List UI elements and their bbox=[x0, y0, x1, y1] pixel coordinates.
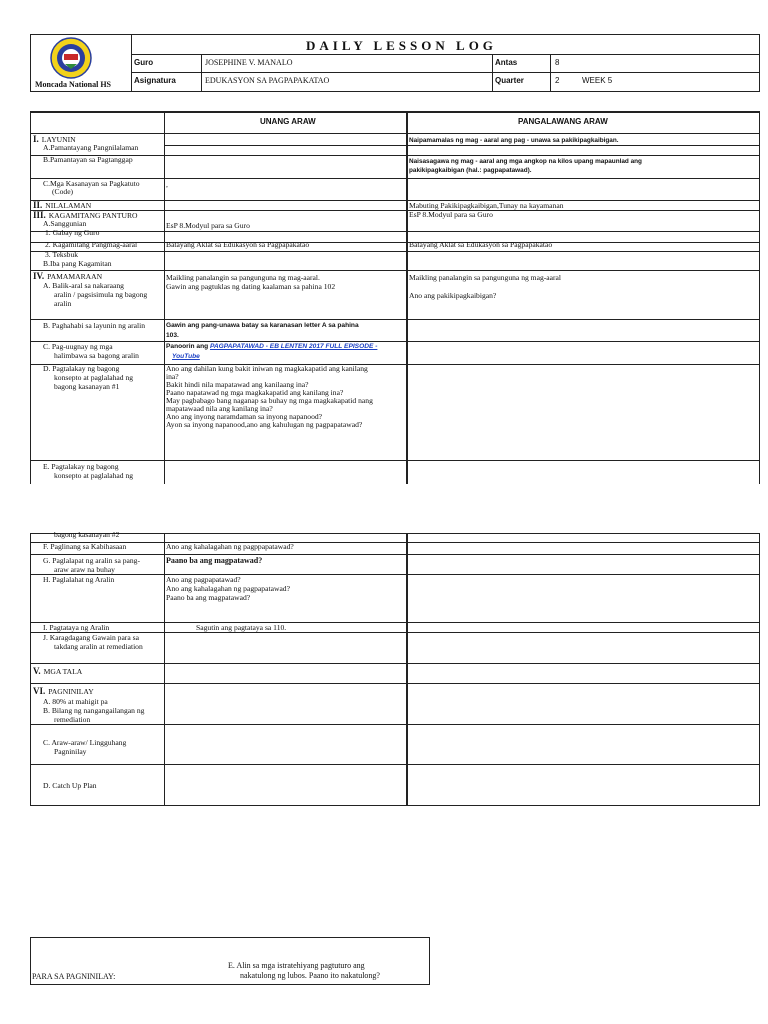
cell-text: EsP 8.Modyul para sa Guro bbox=[166, 221, 250, 230]
discussion-question: Ano ang inyong naramdaman sa inyong napanood? bbox=[166, 412, 323, 421]
section-layunin: I. LAYUNIN bbox=[33, 134, 76, 144]
row-label: konsepto at paglalahad ng bbox=[54, 373, 134, 382]
cell-text: Ano ang kahalagahan ng pagppapatawad? bbox=[166, 542, 294, 551]
school-name: Moncada National HS bbox=[35, 80, 112, 89]
quarter-label: Quarter bbox=[495, 76, 524, 85]
cell-text: Ano ang pakikipagkaibigan? bbox=[409, 291, 497, 300]
cell-text: EsP 8.Modyul para sa Guro bbox=[409, 210, 493, 219]
cell-text: , bbox=[166, 180, 168, 189]
section-tala: V. MGA TALA bbox=[33, 666, 83, 676]
cell-text: Maikling panalangin sa pangunguna ng mag-aaral. bbox=[166, 273, 320, 282]
footer-question-2: nakatulong ng lubos. Paano ito nakatulong? bbox=[240, 971, 380, 980]
discussion-question: ina? bbox=[166, 372, 179, 381]
section-nilalaman: II. NILALAMAN bbox=[33, 200, 92, 210]
row-label: F. Paglinang sa Kabihasaan bbox=[43, 542, 127, 551]
row-label: D. Pagtalakay ng bagong bbox=[43, 364, 120, 373]
row-label: (Code) bbox=[52, 187, 74, 196]
discussion-question: May pagbabago bang naganap sa buhay ng mga magkakapatid nang bbox=[166, 396, 373, 405]
row-label: konsepto at paglalahad ng bbox=[54, 471, 134, 480]
row-label: E. Pagtalakay ng bagong bbox=[43, 462, 119, 471]
row-label: A.Pamantayang Pangnilalaman bbox=[43, 143, 139, 152]
antas-label: Antas bbox=[495, 58, 518, 67]
row-label: halimbawa sa bagong aralin bbox=[54, 351, 139, 360]
row-label: C. Araw-araw/ Lingguhang bbox=[43, 738, 127, 747]
cell-text: Batayang Aklat sa Edukasyon sa Pagpapakatao bbox=[166, 240, 310, 249]
row-label: bagong kasanayan #1 bbox=[54, 382, 120, 391]
row-label: aralin / pagsisimula ng bagong bbox=[54, 290, 148, 299]
row-label: B. Paghahabi sa layunin ng aralin bbox=[43, 321, 146, 330]
cell-text: Sagutin ang pagtataya sa 110. bbox=[196, 623, 287, 632]
discussion-question: Ano ang dahilan kung bakit iniwan ng magkakapatid ang kanilang bbox=[166, 364, 368, 373]
cell-text: Maikling panalangin sa pangunguna ng mag-aaral bbox=[409, 273, 562, 282]
quarter-value: 2 bbox=[555, 76, 560, 85]
video-link[interactable]: PAGPAPATAWAD - EB LENTEN 2017 FULL EPISODE - bbox=[209, 343, 378, 350]
video-link-youtube[interactable]: YouTube bbox=[172, 353, 200, 360]
cell-text: Gawin ang pang-unawa batay sa karanasan letter A sa pahina bbox=[166, 322, 359, 329]
row-label: bagong kasanayan #2 bbox=[54, 530, 120, 539]
row-label: araw araw na buhay bbox=[54, 565, 115, 574]
row-label: B. Bilang ng nangangailangan ng bbox=[43, 706, 145, 715]
row-label: I. Pagtataya ng Aralin bbox=[43, 623, 110, 632]
cell-text: Batayang Aklat sa Edukasyon sa Pagpapakatao bbox=[409, 240, 553, 249]
row-label: G. Paglalapat ng aralin sa pang- bbox=[43, 556, 140, 565]
antas-value: 8 bbox=[555, 58, 560, 67]
row-label: A. 80% at mahigit pa bbox=[43, 697, 108, 706]
row-label: D. Catch Up Plan bbox=[43, 781, 97, 790]
cell-text: Ano ang pagpapatawad? bbox=[166, 575, 241, 584]
guro-value: JOSEPHINE V. MANALO bbox=[205, 58, 293, 67]
section-pagninilay: VI. PAGNINILAY bbox=[33, 686, 94, 696]
row-label: 2. Kagamitang Pangmag-aaral bbox=[45, 240, 138, 249]
row-label: H. Paglalahat ng Aralin bbox=[43, 575, 115, 584]
row-label: Pagninilay bbox=[54, 747, 87, 756]
row-label: takdang aralin at remediation bbox=[54, 642, 143, 651]
cell-text: Naisasagawa ng mag - aaral ang mga angkop na kilos upang mapaunlad ang bbox=[409, 158, 642, 165]
footer-label: PARA SA PAGNINILAY: bbox=[32, 972, 116, 981]
row-label: A. Balik-aral sa nakaraang bbox=[43, 281, 124, 290]
row-label: B.Iba pang Kagamitan bbox=[43, 259, 112, 268]
cell-text: Paano ba ang magpatawad? bbox=[166, 593, 251, 602]
row-label: 1. Gabay ng Guro bbox=[45, 228, 100, 237]
school-logo bbox=[50, 37, 92, 79]
row-label: remediation bbox=[54, 715, 91, 724]
row-label: A.Sanggunian bbox=[43, 219, 87, 228]
video-link-cell: Panoorin ang PAGPAPATAWAD - EB LENTEN 2017 FULL EPISODE - bbox=[166, 343, 378, 350]
row-label: aralin bbox=[54, 299, 72, 308]
cell-text: 103. bbox=[166, 332, 179, 339]
guro-label: Guro bbox=[134, 58, 154, 67]
section-kagamitan: III. KAGAMITANG PANTURO bbox=[33, 210, 138, 220]
week-value: WEEK 5 bbox=[582, 76, 613, 85]
lesson-table-part2 bbox=[30, 530, 760, 806]
discussion-question: mapatawaad nila ang kanilang ina? bbox=[166, 404, 273, 413]
row-label: B.Pamantayan sa Pagtanggap bbox=[43, 155, 133, 164]
row-label: J. Karagdagang Gawain para sa bbox=[43, 633, 139, 642]
cell-text: pakikipagkaibigan (hal.: pagpapatawad). bbox=[409, 167, 532, 174]
page-title: DAILY LESSON LOG bbox=[306, 38, 497, 53]
row-label: 3. Teksbuk bbox=[45, 250, 79, 259]
cell-text: Naipamamalas ng mag - aaral ang pag - unawa sa pakikipagkaibigan. bbox=[409, 137, 619, 144]
section-pamamaraan: IV. PAMAMARAAN bbox=[33, 271, 103, 281]
cell-text: Mabuting Pakikipagkaibigan,Tunay na kayamanan bbox=[409, 201, 564, 210]
discussion-question: Paano napatawad ng mga magkakapatid ang kanilang ina? bbox=[166, 388, 344, 397]
footer-question-1: E. Alin sa mga istratehiyang pagtuturo ang bbox=[228, 961, 365, 970]
discussion-question: Ayon sa inyong napanood,ano ang kahulugan ng pagpapatawad? bbox=[166, 420, 363, 429]
column-header-day1: UNANG ARAW bbox=[260, 117, 316, 126]
asignatura-label: Asignatura bbox=[134, 76, 176, 85]
column-header-day2: PANGALAWANG ARAW bbox=[518, 117, 608, 126]
asignatura-value: EDUKASYON SA PAGPAPAKATAO bbox=[205, 76, 330, 85]
discussion-question: Bakit hindi nila mapatawad ang kanilaang ina? bbox=[166, 380, 309, 389]
row-label: C. Pag-uugnay ng mga bbox=[43, 342, 113, 351]
cell-text: Gawin ang pagtuklas ng dating kaalaman sa pahina 102 bbox=[166, 282, 336, 291]
cell-text: Ano ang kahalagahan ng pagpapatawad? bbox=[166, 584, 290, 593]
row-label: C.Mga Kasanayan sa Pagkatuto bbox=[43, 179, 140, 188]
cell-text: Paano ba ang magpatawad? bbox=[166, 556, 263, 565]
